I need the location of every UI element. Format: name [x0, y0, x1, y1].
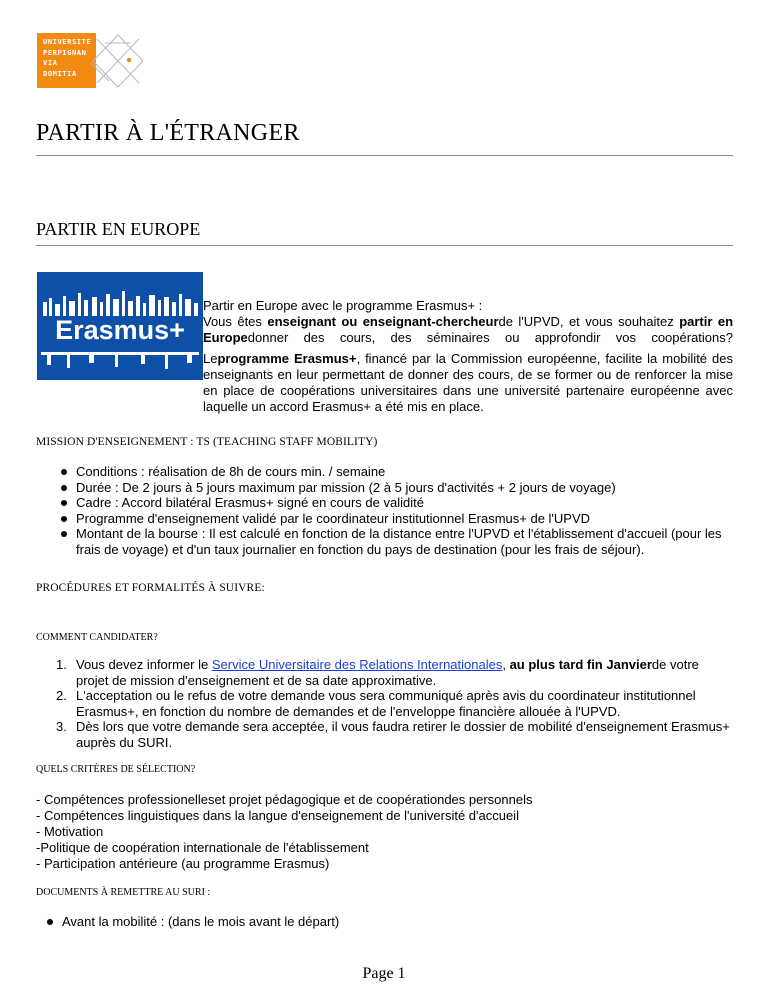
- list-item: [36, 688, 733, 719]
- criteria-line: - Motivation: [36, 824, 104, 839]
- text-run: donner des cours, des séminaires ou approfondir vos coopérations?: [247, 330, 733, 345]
- list-item: [36, 657, 733, 688]
- text-run-bold: programme Erasmus+: [217, 351, 357, 366]
- list-item: Montant de la bourse : Il est calculé en fonction de la distance entre l'UPVD et l'établissement d'accueil (pour les frais de voyage) et d'un taux journalier en fonction du pays de destination (pour les frais de séjour).: [36, 526, 733, 557]
- text-run: , financé par la Commission européenne, facilite la mobilité des enseignants en leur permettant de donner des cours, de se former ou de renforcer la mise en place de coopérations universitaires dans une université partenaire européenne avec laquelle un accord Erasmus+ a été mis en place.: [203, 351, 733, 414]
- text-run-bold: au plus tard fin Janvier: [509, 657, 652, 672]
- criteres-list: [36, 792, 533, 872]
- text-run-bold: enseignant ou enseignant-chercheur: [267, 314, 499, 329]
- criteria-line: - Compétences linguistiques dans la langue d'enseignement de l'université d'accueil: [36, 808, 519, 823]
- list-item: Durée : De 2 jours à 5 jours maximum par mission (2 à 5 jours d'activités + 2 jours de voyage): [36, 480, 733, 496]
- candidater-steps: [36, 657, 733, 750]
- paragraph-body: [36, 351, 733, 415]
- intro-paragraph-1: [203, 314, 733, 346]
- list-item: [36, 719, 733, 750]
- text-run: Dès lors que votre demande sera acceptée, il vous faudra retirer le dossier de mobilité d'enseignement Erasmus+ auprès du SURI.: [76, 719, 730, 750]
- university-logo: [37, 33, 147, 89]
- section-title: PARTIR EN EUROPE: [36, 219, 201, 239]
- text-run: Le: [203, 351, 218, 366]
- erasmus-logo-text: Erasmus+: [55, 315, 185, 345]
- text-run: ,: [502, 657, 510, 672]
- text-run-bold: partir en Europe: [203, 314, 734, 345]
- list-item: Programme d'enseignement validé par le coordinateur institutionnel Erasmus+ de l'UPVD: [36, 511, 733, 527]
- list-item: Conditions : réalisation de 8h de cours min. / semaine: [36, 464, 733, 480]
- list-item: Cadre : Accord bilatéral Erasmus+ signé en cours de validité: [36, 495, 733, 511]
- logo-lattice-graphic: [89, 33, 147, 89]
- text-run: L'acceptation ou le refus de votre demande vous sera communiqué après avis du coordinateur institutionnel Erasmus+, en fonction du nombre de demandes et de l'enveloppe financière allouée à l'UPVD.: [76, 688, 696, 719]
- logo-line: DOMITIA: [43, 68, 77, 78]
- intro-block: [203, 298, 733, 346]
- documents-heading: DOCUMENTS À REMETTRE AU SURI :: [36, 887, 211, 898]
- logo-line: VIA: [43, 58, 58, 67]
- text-run: Vous êtes: [203, 314, 268, 329]
- documents-list: [22, 914, 722, 930]
- page-number: Page 1: [362, 965, 406, 982]
- suri-link[interactable]: Service Universitaire des Relations Internationales: [211, 657, 503, 672]
- criteres-heading: QUELS CRITÈRES DE SÉLECTION?: [36, 764, 196, 775]
- criteria-line: - Compétences professionelleset projet pédagogique et de coopérationdes personnels: [36, 792, 533, 807]
- title-divider: [36, 155, 733, 156]
- text-run: de votre projet de mission d'enseignement et de sa date approximative.: [76, 657, 699, 688]
- mission-heading: MISSION D'ENSEIGNEMENT : TS (TEACHING STAFF MOBILITY): [36, 436, 378, 448]
- text-run: de l'UPVD, et vous souhaitez: [498, 314, 680, 329]
- logo-line: PERPIGNAN: [43, 47, 87, 57]
- intro-paragraph-2: [36, 351, 733, 415]
- page-title: PARTIR À L'ÉTRANGER: [36, 120, 300, 146]
- section-divider: [36, 245, 733, 246]
- step-number: 1.: [56, 657, 67, 672]
- logo-line: UNIVERSITÉ: [43, 37, 92, 46]
- step-number: 2.: [56, 688, 67, 703]
- list-item: Avant la mobilité : (dans le mois avant le départ): [22, 914, 722, 930]
- intro-line: Partir en Europe avec le programme Erasmus+ :: [203, 298, 483, 313]
- text-run: Vous devez informer le: [76, 657, 212, 672]
- criteria-line: -Politique de coopération internationale de l'établissement: [36, 840, 369, 855]
- procedures-heading: PROCÉDURES ET FORMALITÉS À SUIVRE:: [36, 582, 265, 594]
- mission-list: [36, 464, 733, 557]
- criteria-line: - Participation antérieure (au programme Erasmus): [36, 856, 330, 871]
- candidater-heading: COMMENT CANDIDATER?: [36, 632, 158, 643]
- logo-text-box: [37, 33, 96, 88]
- step-number: 3.: [56, 719, 67, 734]
